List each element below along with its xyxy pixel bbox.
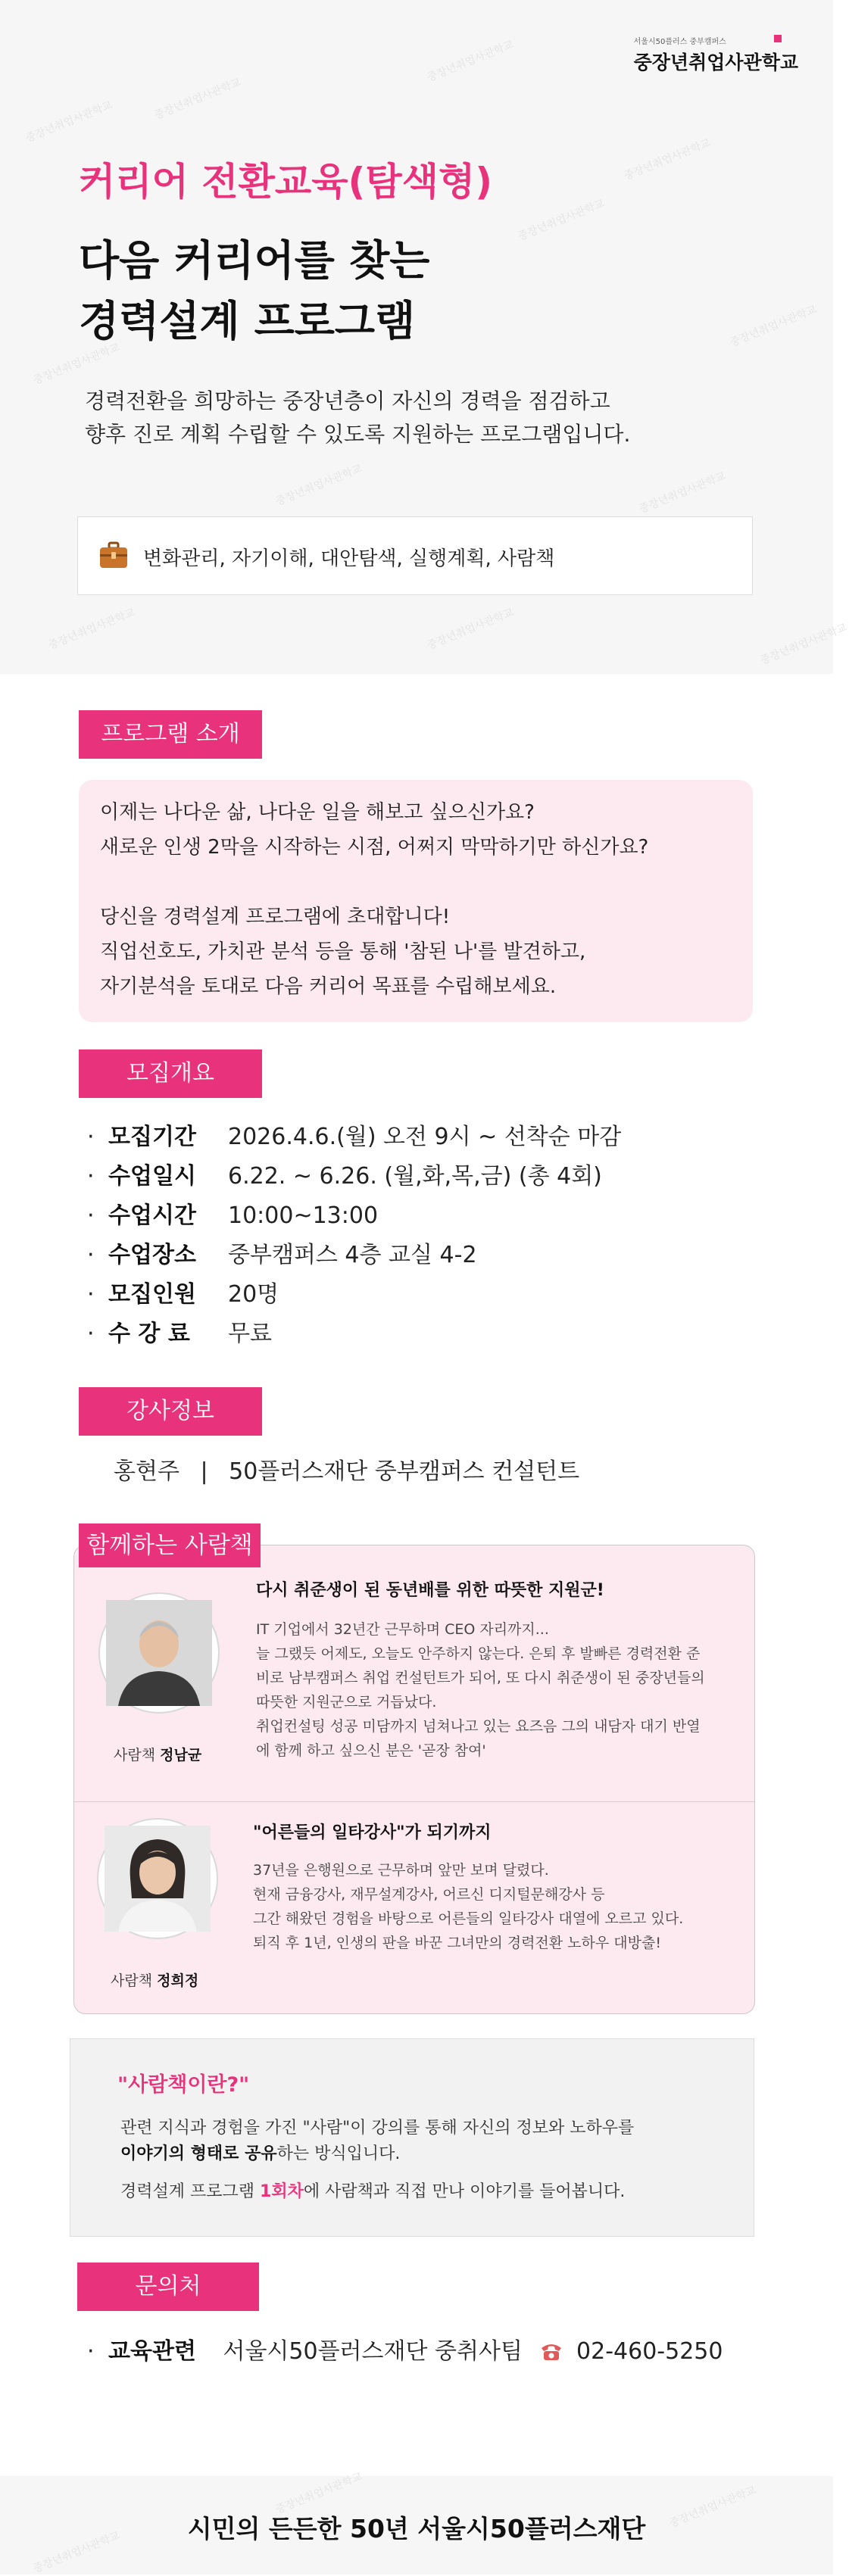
logo bbox=[634, 35, 798, 75]
intro-box bbox=[79, 780, 753, 1022]
explainer-line bbox=[120, 2141, 400, 2164]
person-photo-icon bbox=[106, 1600, 212, 1706]
instructor-info bbox=[114, 1452, 579, 1486]
watermark: 중장년취업사관학교 bbox=[622, 136, 713, 183]
book-line: 따뜻한 지원군으로 거듭났다. bbox=[256, 1694, 437, 1711]
watermark: 중장년취업사관학교 bbox=[46, 606, 137, 653]
logo-subtitle: 서울시50플러스 중부캠퍼스 bbox=[633, 38, 726, 46]
book-headline: "어른들의 일타강사"가 되기까지 bbox=[253, 1823, 492, 1842]
keyword-list: 변화관리, 자기이해, 대안탐색, 실행계획, 사람책 bbox=[143, 547, 555, 570]
explainer-line: 관련 지식과 경험을 가진 "사람"이 강의를 통해 자신의 정보와 노하우를 bbox=[120, 2119, 635, 2138]
person-caption bbox=[111, 1969, 198, 1990]
hero-description-line1: 경력전환을 희망하는 중장년층이 자신의 경력을 점검하고 bbox=[85, 388, 610, 413]
explainer-emphasis: 이야기의 형태로 공유 bbox=[120, 2144, 277, 2163]
caption-name: 정희정 bbox=[157, 1973, 199, 1989]
caption-name: 정남균 bbox=[160, 1747, 202, 1764]
watermark: 중장년취업사관학교 bbox=[31, 2529, 122, 2576]
overview-key: 수업장소 bbox=[108, 1242, 196, 1268]
caption-prefix: 사람책 bbox=[114, 1747, 156, 1764]
intro-line: 직업선호도, 가치관 분석 등을 통해 '참된 나'를 발견하고, bbox=[100, 940, 586, 963]
explainer-highlight: 1회차 bbox=[260, 2182, 304, 2201]
book-line: 퇴직 후 1년, 인생의 판을 바꾼 그녀만의 경력전환 노하우 대방출! bbox=[253, 1935, 661, 1951]
bullet: · bbox=[87, 1281, 95, 1308]
person-caption bbox=[114, 1744, 201, 1764]
watermark: 중장년취업사관학교 bbox=[31, 341, 122, 388]
avatar bbox=[97, 1818, 218, 1939]
book-line: 늘 그랬듯 어제도, 오늘도 안주하지 않는다. 은퇴 후 발빠른 경력전환 준 bbox=[256, 1645, 701, 1662]
bullet: · bbox=[87, 1242, 95, 1268]
hero-description-line2: 향후 진로 계획 수립할 수 있도록 지원하는 프로그램입니다. bbox=[85, 422, 631, 447]
book-line: 취업컨설팅 성공 미담까지 넘쳐나고 있는 요즈음 그의 내담자 대기 반열 bbox=[256, 1718, 701, 1735]
book-line: 그간 해왔던 경험을 바탕으로 어른들의 일타강사 대열에 오르고 있다. bbox=[253, 1910, 684, 1927]
section-label-instructor: 강사정보 bbox=[79, 1387, 262, 1436]
footer-slogan: 시민의 든든한 50년 서울시50플러스재단 bbox=[187, 2514, 646, 2543]
section-label-overview: 모집개요 bbox=[79, 1049, 262, 1098]
overview-key: 모집기간 bbox=[108, 1124, 196, 1150]
watermark: 중장년취업사관학교 bbox=[273, 2470, 364, 2517]
overview-key: 수업시간 bbox=[108, 1202, 196, 1229]
overview-value: 20명 bbox=[228, 1281, 279, 1308]
explainer-text: 하는 방식입니다. bbox=[276, 2144, 401, 2163]
contact-key: 교육관련 bbox=[108, 2338, 196, 2365]
avatar bbox=[98, 1592, 220, 1714]
contact-row bbox=[87, 2332, 723, 2365]
phone-icon bbox=[539, 2342, 563, 2362]
contact-org: 서울시50플러스재단 중취사팀 bbox=[223, 2338, 523, 2365]
watermark: 중장년취업사관학교 bbox=[728, 303, 819, 350]
bullet: · bbox=[87, 2338, 95, 2365]
watermark: 중장년취업사관학교 bbox=[425, 606, 516, 653]
explainer-text: 에 사람책과 직접 만나 이야기를 들어봅니다. bbox=[303, 2182, 626, 2201]
human-library-box bbox=[73, 1545, 755, 2014]
bullet: · bbox=[87, 1124, 95, 1150]
intro-line: 자기분석을 토대로 다음 커리어 목표를 수립해보세요. bbox=[100, 975, 557, 998]
book-line: 에 함께 하고 싶으신 분은 '곧장 참여' bbox=[256, 1742, 486, 1759]
section-label-library: 함께하는 사람책 bbox=[79, 1523, 261, 1567]
hero-title-line2: 경력설계 프로그램 bbox=[79, 297, 416, 345]
flag-icon bbox=[774, 35, 782, 42]
bullet: · bbox=[87, 1202, 95, 1229]
overview-key: 모집인원 bbox=[108, 1281, 196, 1308]
book-headline: 다시 취준생이 된 동년배를 위한 따뜻한 지원군! bbox=[256, 1581, 604, 1600]
explainer-title: "사람책이란?" bbox=[117, 2073, 250, 2097]
footer bbox=[0, 2470, 833, 2576]
explainer-line bbox=[120, 2178, 625, 2202]
briefcase-icon bbox=[99, 541, 128, 569]
bullet: · bbox=[87, 1321, 95, 1347]
intro-line: 새로운 인생 2막을 시작하는 시점, 어쩌지 막막하기만 하신가요? bbox=[100, 836, 649, 859]
overview-row bbox=[87, 1157, 602, 1190]
overview-row bbox=[87, 1275, 279, 1308]
book-line: 현재 금융강사, 재무설계강사, 어르신 디지털문해강사 등 bbox=[253, 1886, 605, 1903]
watermark: 중장년취업사관학교 bbox=[23, 98, 114, 145]
caption-prefix: 사람책 bbox=[111, 1973, 153, 1989]
human-book-explainer bbox=[70, 2038, 754, 2237]
overview-value: 2026.4.6.(월) 오전 9시 ~ 선착순 마감 bbox=[228, 1124, 622, 1150]
watermark: 중장년취업사관학교 bbox=[758, 621, 849, 668]
hero-subtitle: 커리어 전환교육(탐색형) bbox=[79, 160, 493, 204]
keyword-box bbox=[77, 516, 753, 595]
section-label-intro: 프로그램 소개 bbox=[79, 710, 262, 759]
book-line: IT 기업에서 32년간 근무하며 CEO 자리까지... bbox=[256, 1621, 549, 1638]
book-line: 37년을 은행원으로 근무하며 앞만 보며 달렸다. bbox=[253, 1862, 549, 1879]
divider bbox=[74, 1801, 754, 1802]
separator: | bbox=[200, 1458, 208, 1485]
watermark: 중장년취업사관학교 bbox=[152, 76, 243, 123]
overview-value: 6.22. ~ 6.26. (월,화,목,금) (총 4회) bbox=[228, 1163, 602, 1190]
section-label-contact: 문의처 bbox=[77, 2263, 259, 2311]
watermark: 중장년취업사관학교 bbox=[637, 469, 728, 516]
overview-row bbox=[87, 1315, 272, 1348]
overview-key: 수 강 료 bbox=[108, 1321, 190, 1347]
watermark: 중장년취업사관학교 bbox=[425, 38, 516, 85]
intro-line: 이제는 나다운 삶, 나다운 일을 해보고 싶으신가요? bbox=[100, 801, 535, 824]
hero-title-line1: 다음 커리어를 찾는 bbox=[79, 236, 430, 285]
person-photo-icon bbox=[105, 1826, 211, 1932]
watermark: 중장년취업사관학교 bbox=[516, 197, 607, 244]
overview-row bbox=[87, 1196, 378, 1230]
bullet: · bbox=[87, 1163, 95, 1190]
overview-row bbox=[87, 1236, 477, 1269]
overview-key: 수업일시 bbox=[108, 1163, 196, 1190]
overview-value: 10:00~13:00 bbox=[228, 1202, 379, 1229]
book-line: 비로 남부캠퍼스 취업 컨설턴트가 되어, 또 다시 취준생이 된 중장년들의 bbox=[256, 1670, 705, 1686]
watermark: 중장년취업사관학교 bbox=[667, 2484, 758, 2531]
intro-line: 당신을 경력설계 프로그램에 초대합니다! bbox=[100, 906, 451, 928]
hero-section bbox=[0, 0, 849, 674]
instructor-role: 50플러스재단 중부캠퍼스 컨설턴트 bbox=[229, 1458, 580, 1485]
contact-phone[interactable]: 02-460-5250 bbox=[576, 2338, 723, 2365]
instructor-name: 홍현주 bbox=[114, 1458, 179, 1485]
logo-name: 중장년취업사관학교 bbox=[633, 51, 798, 73]
overview-value: 중부캠퍼스 4층 교실 4-2 bbox=[228, 1242, 477, 1268]
explainer-text: 경력설계 프로그램 bbox=[120, 2182, 261, 2201]
watermark: 중장년취업사관학교 bbox=[273, 462, 364, 509]
overview-row bbox=[87, 1118, 621, 1151]
overview-value: 무료 bbox=[228, 1321, 272, 1347]
